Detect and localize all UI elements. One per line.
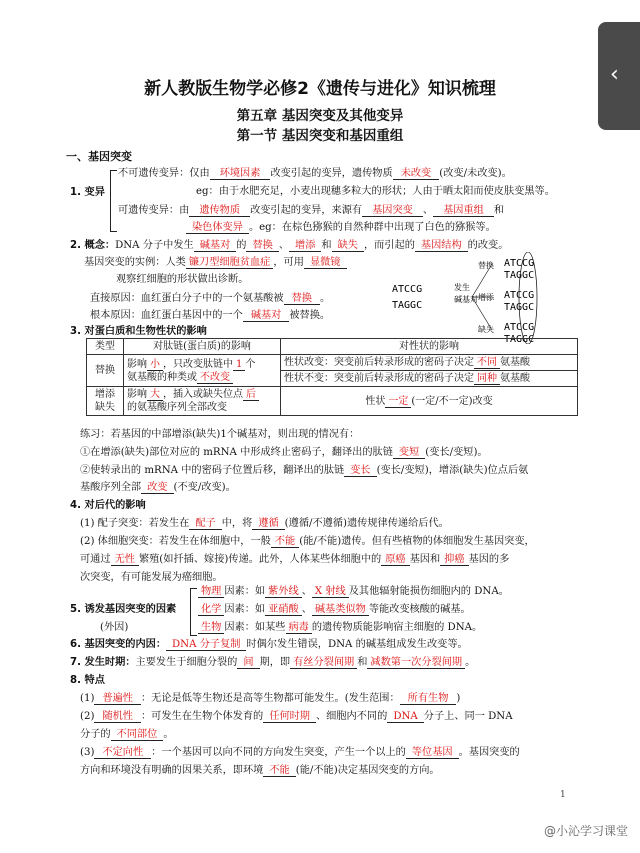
heading-features: 8. 特点: [70, 675, 105, 686]
line-3: 可遗传变异：由 遗传物质 改变引起的变异，来源有 基因突变 、 基因重组 和: [118, 205, 504, 216]
offspring-2: (2) 体细胞突变：若发生在体细胞中，一般 不能 (能/不能)遗传。但有些植物的体细胞发生基因突变，: [80, 536, 535, 547]
page-number: 1: [560, 790, 566, 800]
feature-2b: 分子的 不同部位 。: [80, 729, 174, 740]
diagram-delete-top: ATCCG: [504, 322, 535, 333]
diagram-strand-1: ATCCG: [392, 284, 423, 295]
brace: [110, 170, 117, 232]
table-cell-trait-change: 性状改变：突变前后转录形成的密码子决定 不同 氨基酸: [281, 355, 578, 371]
feature-1: (1) 普遍性 ：无论是低等生物还是高等生物都可能发生。(发生范围： 所有生物 ): [80, 693, 461, 704]
offspring-1: (1) 配子突变：若发生在 配子 中，将 遵循 (遵循/不遵循)遗传规律传递给后代。: [80, 518, 449, 529]
line-direct-cause: 直接原因：血红蛋白分子中的一个氨基酸被 替换 。: [90, 293, 331, 304]
line-observe: 观察红细胞的形状做出诊断。: [116, 274, 249, 285]
table-cell-insert-trait: 性状 一定 (一定/不一定)改变: [281, 387, 578, 416]
table-cell-replace: 替换: [87, 355, 124, 387]
watermark: @小沁学习课堂: [543, 824, 628, 838]
line-example: 基因突变的实例：人类 镰刀型细胞贫血症 ，可用 显微镜: [84, 256, 347, 270]
variation-label: 1. 变异: [70, 187, 105, 198]
table-header-type: 类型: [87, 339, 124, 355]
line-2: eg：由于水肥充足，小麦出现穗多粒大的形状；人由于晒太阳而使皮肤变黑等。: [196, 186, 555, 197]
offspring-3: 可通过 无性 繁殖(如扦插、嫁接)传递。此外，人体某些体细胞中的 原癌 基因和 抑癌 基因的多: [80, 554, 510, 565]
chevron-left-icon: ‹: [610, 62, 619, 87]
exercise-2b: 基酸序列全部 改变 (不变/改变)。: [80, 482, 236, 493]
heading-gene-mutation: 一、基因突变: [66, 150, 132, 163]
table-header-trait: 对性状的影响: [281, 339, 578, 355]
table-cell-trait-same: 性状不变：突变前后转录形成的密码子决定 同种 氨基酸: [281, 371, 578, 387]
feature-3: (3) 不定向性 ：一个基因可以向不同的方向发生突变，产生一个以上的 等位基因 。基因突变的: [80, 747, 520, 758]
diagram-delete-bottom: TAGGC: [504, 334, 535, 344]
line-concept: 2. 概念：DNA 分子中发生 碱基对 的 替换 、 增添 和 缺失 ，而引起的 基因结构 的改变。: [70, 240, 509, 251]
line-root-cause: 根本原因：血红蛋白基因中的一个 碱基对 被替换。: [90, 310, 331, 321]
diagram-insert: 增添: [478, 293, 494, 302]
line-4: 染色体变异 。eg：在棕色猕猴的自然种群中出现了白色的猕猴等。: [186, 221, 496, 235]
diagram-delete: 缺失: [478, 325, 494, 334]
chapter-title: 第五章 基因突变及其他变异: [236, 108, 404, 124]
page-title: 新人教版生物学必修2《遗传与进化》知识梳理: [144, 79, 496, 99]
table-cell-insert-delete: 增添 缺失: [87, 387, 124, 416]
diagram-replace-top: ATCCG: [504, 258, 535, 269]
occurrence-period: 7. 发生时期：主要发生于细胞分裂的 间 期，即 有丝分裂间期 和 减数第一次分裂间期 。: [70, 657, 476, 668]
heading-offspring: 4. 对后代的影响: [70, 500, 146, 511]
diagram-replace: 替换: [478, 261, 494, 270]
exercise-2: ②使转录出的 mRNA 中的密码子位置后移，翻译出的肽链 变长 (变长/变短)，增添(缺失)位点后氨: [80, 465, 529, 476]
section-title: 第一节 基因突变和基因重组: [236, 128, 404, 144]
heading-protein-effect: 3. 对蛋白质和生物性状的影响: [70, 326, 207, 337]
table-header-peptide: 对肽链(蛋白质)的影响: [124, 339, 281, 355]
factor-chemical: 化学 因素：如 亚硝酸 、 碱基类似物 等能改变核酸的碱基。: [198, 603, 471, 617]
factor-physical: 物理 因素：如 紫外线 、 X 射线 及其他辐射能损伤细胞内的 DNA。: [198, 585, 509, 599]
diagram-label-pair: 碱基对: [454, 295, 478, 304]
base-pair-diagram: [392, 252, 574, 344]
diagram-insert-bottom: TAGGC: [504, 302, 535, 313]
feature-3b: 方向和环境没有明确的因果关系，即环境 不能 (能/不能)决定基因突变的方向。: [80, 765, 440, 776]
external-cause: (外因): [100, 622, 129, 633]
table-header-row: [87, 339, 578, 355]
diagram-label-occur: 发生: [454, 283, 470, 292]
table-row: [87, 355, 578, 371]
diagram-insert-top: ATCCG: [504, 290, 535, 301]
line-1: 不可遗传变异：仅由 环境因素 改变引起的变异，遗传物质 未改变 (改变/未改变)。: [118, 168, 512, 179]
diagram-replace-bottom: TAGGC: [504, 270, 535, 281]
factor-biological: 生物 因素：如某些 病毒 的遗传物质能影响宿主细胞的 DNA。: [198, 621, 482, 635]
internal-cause: 6. 基因突变的内因： DNA 分子复制 时偶尔发生错误，DNA 的碱基组成发生改变等。: [70, 639, 468, 650]
offspring-4: 次突变，有可能发展为癌细胞。: [80, 572, 223, 583]
table-row: [87, 387, 578, 416]
diagram-strand-2: TAGGC: [392, 300, 423, 311]
brace: [190, 588, 197, 636]
exercise-line: 练习：若基因的中部增添(缺失)1个碱基对，则出现的情况有：: [80, 429, 360, 440]
table-cell-insert-peptide: 影响 大 ，插入或缺失位点 后 的氨基酸序列全部改变: [124, 387, 281, 416]
exercise-1: ①在增添(缺失)部位对应的 mRNA 中形成终止密码子，翻译出的肽链 变短 (变长/变短)。: [80, 447, 488, 458]
table-cell-replace-peptide: 影响 小 ，只改变肽链中 1 个 氨基酸的种类或 不改变: [124, 355, 281, 387]
effect-table: [86, 338, 578, 416]
feature-2: (2) 随机性 ：可发生在生物个体发育的 任何时期 、细胞内不同的 DNA 分子上、同一 DNA: [80, 711, 513, 722]
heading-induce-factors: 5. 诱发基因突变的因素: [70, 604, 177, 615]
